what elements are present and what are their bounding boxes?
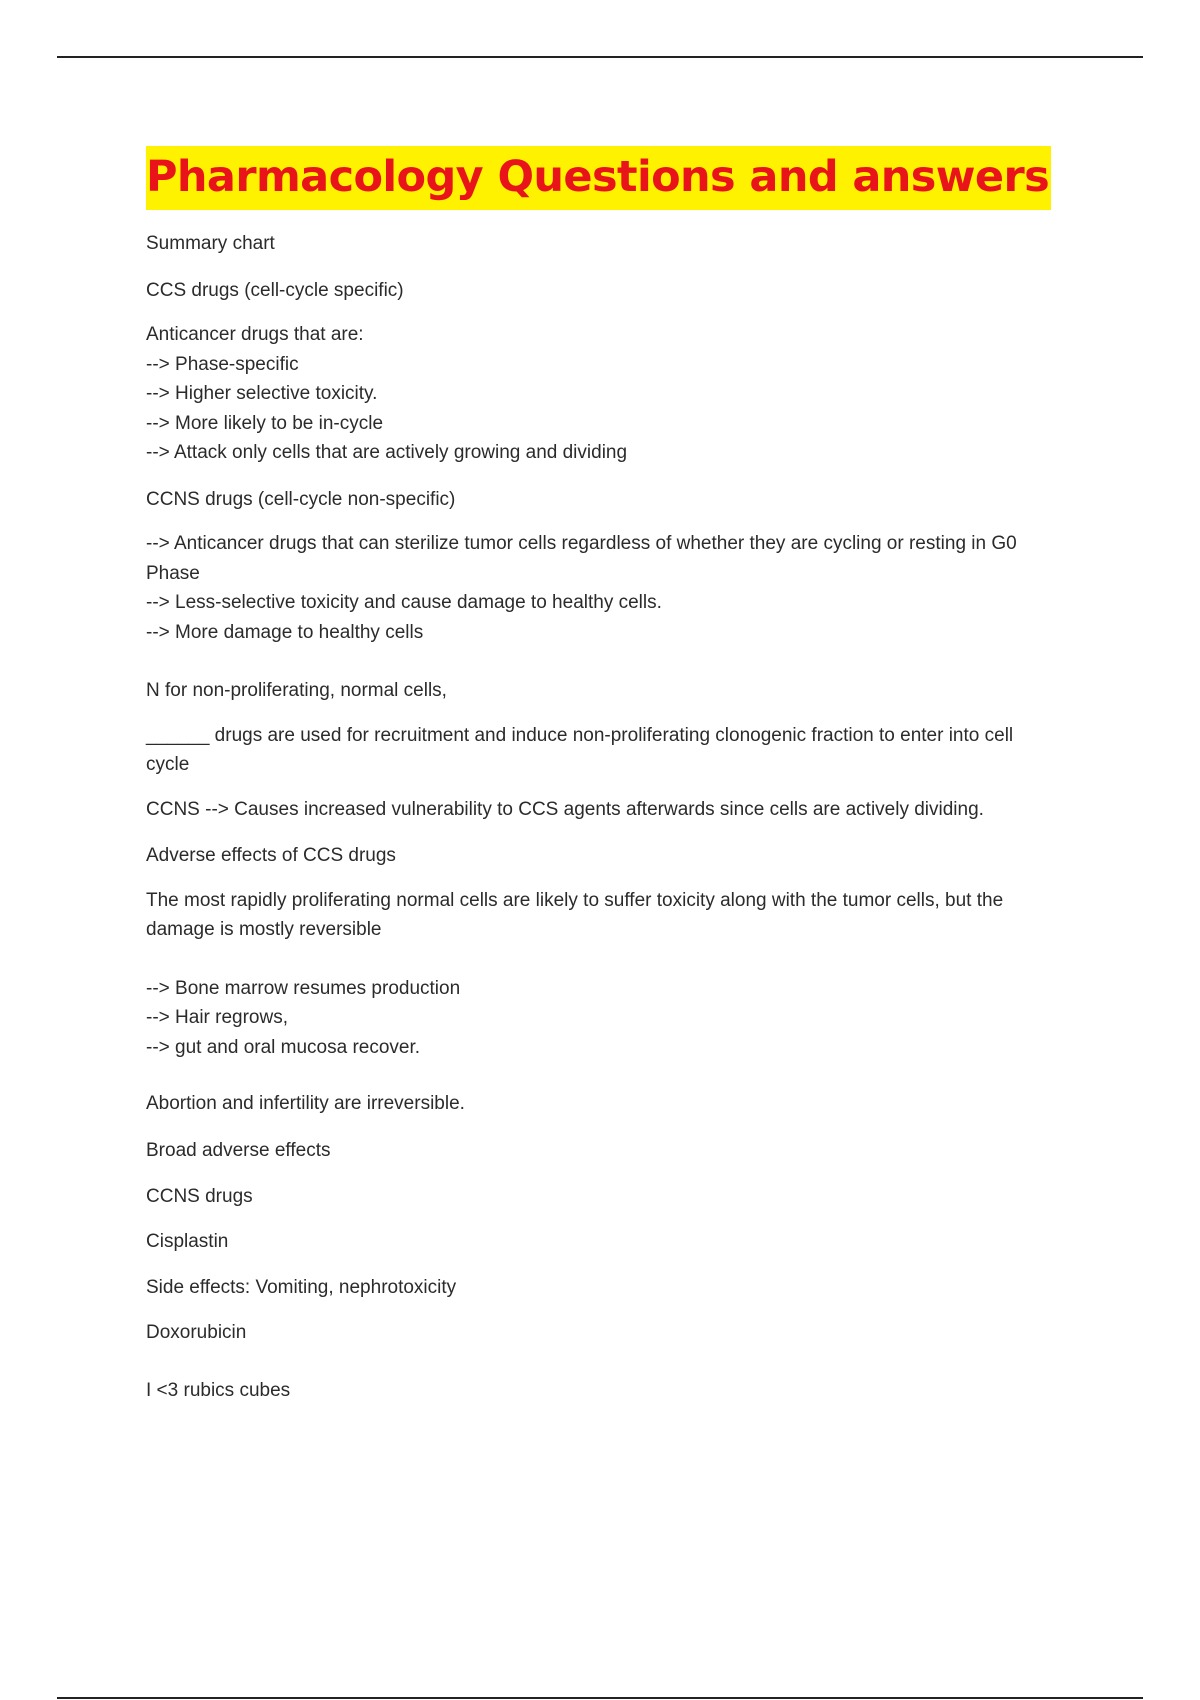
- list-item: --> Hair regrows,: [146, 1007, 288, 1028]
- page-bottom-rule: [57, 1697, 1143, 1699]
- text-line: Broad adverse effects: [146, 1139, 331, 1161]
- text-line: Phase: [146, 562, 200, 584]
- list-item: --> gut and oral mucosa recover.: [146, 1036, 421, 1058]
- paragraph-ccns-list: [146, 529, 1086, 647]
- paragraph-broad-adverse: [146, 1136, 1086, 1166]
- list-item: --> Phase-specific: [146, 353, 299, 375]
- text-line: Cisplastin: [146, 1230, 229, 1252]
- text-line: Abortion and infertility are irreversible.: [146, 1093, 465, 1114]
- paragraph-adverse-ccs-body: [146, 886, 1086, 945]
- paragraph-ccs-list: [146, 320, 1086, 468]
- list-item: --> More damage to healthy cells: [146, 621, 424, 643]
- text-line: I <3 rubics cubes: [146, 1380, 291, 1401]
- text-line: N for non-proliferating, normal cells,: [146, 680, 447, 701]
- paragraph-adverse-ccs-heading: [146, 841, 1086, 871]
- paragraph-ccs-heading: [146, 276, 1086, 306]
- list-item: --> Attack only cells that are actively growing and dividing: [146, 442, 628, 463]
- text-line: damage is mostly reversible: [146, 919, 382, 940]
- list-item: --> More likely to be in-cycle: [146, 412, 384, 434]
- list-item: --> Less-selective toxicity and cause damage to healthy cells.: [146, 592, 662, 613]
- text-line: Adverse effects of CCS drugs: [146, 845, 396, 866]
- page-top-rule: [57, 56, 1143, 58]
- list-item: --> Higher selective toxicity.: [146, 383, 378, 404]
- text-line: Summary chart: [146, 233, 275, 254]
- paragraph-recovery-list: [146, 974, 1086, 1063]
- paragraph-non-proliferating: [146, 676, 1086, 706]
- text-line: ______ drugs are used for recruitment and induce non-proliferating clonogenic fraction to enter into cell: [146, 724, 1014, 746]
- text-line: Side effects: Vomiting, nephrotoxicity: [146, 1277, 457, 1298]
- paragraph-summary-chart: [146, 229, 1086, 259]
- list-item: --> Bone marrow resumes production: [146, 977, 461, 999]
- paragraph-ccns-answer: [146, 795, 1086, 825]
- paragraph-doxorubicin: [146, 1318, 1086, 1348]
- paragraph-ccns-heading: [146, 485, 1086, 515]
- paragraph-irreversible: [146, 1089, 1086, 1119]
- list-item: --> Anticancer drugs that can sterilize tumor cells regardless of whether they are cycling or resting in G0: [146, 533, 1017, 554]
- text-line: Doxorubicin: [146, 1321, 247, 1343]
- text-line: The most rapidly proliferating normal cells are likely to suffer toxicity along with the tumor cells, but the: [146, 889, 1004, 911]
- text-line: CCNS drugs: [146, 1186, 253, 1207]
- text-line: cycle: [146, 754, 190, 775]
- paragraph-recruitment-question: [146, 721, 1086, 780]
- text-line: Anticancer drugs that are:: [146, 324, 364, 345]
- paragraph-mnemonic: [146, 1376, 1086, 1406]
- text-line: CCS drugs (cell-cycle specific): [146, 279, 404, 301]
- paragraph-side-effects: [146, 1273, 1086, 1303]
- text-line: CCNS --> Causes increased vulnerability to CCS agents afterwards since cells are actively dividing.: [146, 798, 984, 820]
- paragraph-ccns-drugs: [146, 1182, 1086, 1212]
- document-title: Pharmacology Questions and answers: [146, 146, 1051, 210]
- document-page: [146, 146, 1086, 1406]
- paragraph-cisplastin: [146, 1227, 1086, 1257]
- text-line: CCNS drugs (cell-cycle non-specific): [146, 488, 456, 510]
